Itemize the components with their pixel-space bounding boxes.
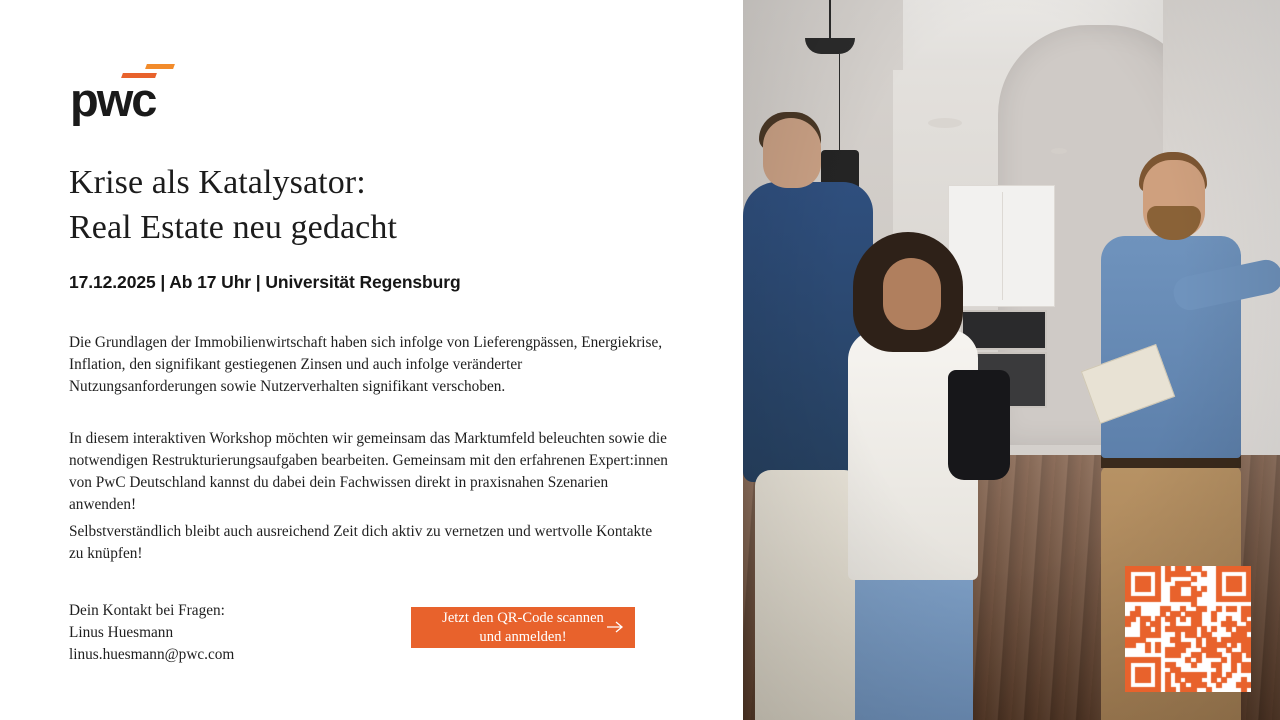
- photo-ceiling-light: [928, 118, 962, 128]
- photo-person-center-legs: [855, 566, 973, 720]
- page-title-line-1: Krise als Katalysator:: [69, 164, 366, 201]
- photo-person-center-head: [883, 258, 941, 330]
- signup-cta-label: Jetzt den QR-Code scannen und anmelden!: [442, 609, 604, 645]
- signup-cta-button[interactable]: [411, 607, 635, 648]
- pwc-logo-text: pwc: [70, 73, 156, 126]
- photo-person-left-legs: [755, 470, 860, 720]
- photo-pendant-cord-2: [839, 54, 840, 154]
- pwc-logo-bar-secondary: [145, 64, 175, 69]
- page-title: [69, 160, 689, 250]
- page-title-line-2: Real Estate neu gedacht: [69, 209, 397, 247]
- contact-block: [69, 600, 234, 667]
- qr-code[interactable]: [1125, 566, 1251, 692]
- event-details-subtitle: 17.12.2025 | Ab 17 Uhr | Universität Regensburg: [69, 272, 461, 292]
- body-paragraph-2: In diesem interaktiven Workshop möchten wir gemeinsam das Marktumfeld beleuchten sowie die notwendigen Restrukturierungsaufgaben bearbeiten. Gemeinsam mit den erfahrenen Expert:innen von PwC Deutschland kannst du dabei dein Fachwissen direkt in praxisnahen Szenarien anwenden!: [69, 430, 668, 514]
- body-paragraph-3: Selbstverständlich bleibt auch ausreichend Zeit dich aktiv zu vernetzen und wertvolle Kontakte zu knüpfen!: [69, 523, 653, 563]
- photo-pendant-cord: [829, 0, 831, 40]
- pwc-logo: [70, 58, 175, 126]
- photo-smoke-detector: [1051, 148, 1067, 154]
- photo-kitchen-cabinet: [948, 185, 1055, 307]
- contact-email[interactable]: linus.huesmann@pwc.com: [69, 646, 235, 664]
- contact-heading: Dein Kontakt bei Fragen:: [69, 602, 225, 619]
- photo-person-left-head: [763, 118, 821, 188]
- body-paragraph-1: Die Grundlagen der Immobilienwirtschaft haben sich infolge von Lieferengpässen, Energiekrise, Inflation, den signifikant gestiegenen Zinsen und auch infolge veränderter Nutzungsanforderungen sowie Nutzerverhalten signifikant verschoben.: [69, 334, 663, 396]
- contact-name: Linus Huesmann: [69, 624, 174, 642]
- arrow-right-icon: [606, 620, 624, 634]
- qr-code-canvas: [1125, 566, 1251, 692]
- photo-person-center-bag: [948, 370, 1010, 480]
